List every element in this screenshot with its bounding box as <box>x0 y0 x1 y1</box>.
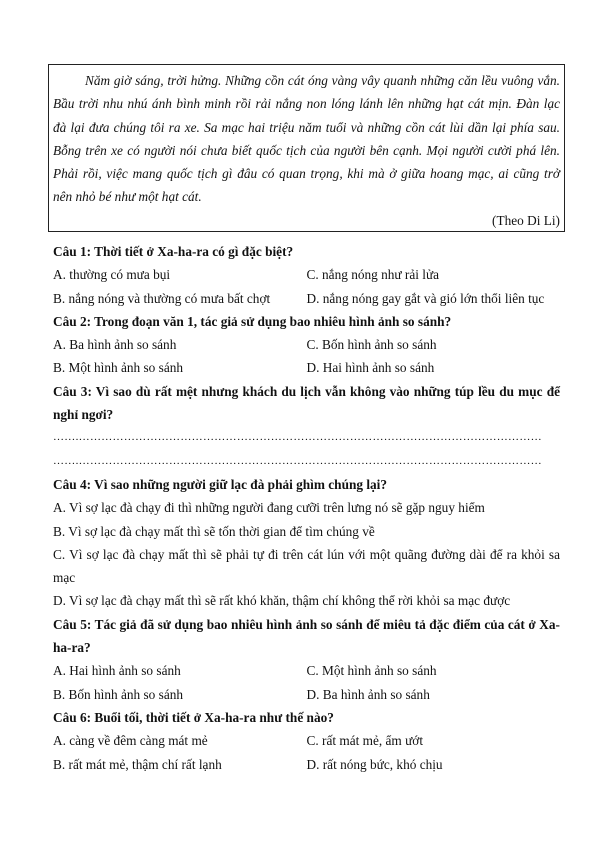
option-b: B. rất mát mẻ, thậm chí rất lạnh <box>53 756 222 772</box>
options-row <box>53 263 560 286</box>
question-6: Câu 6: Buổi tối, thời tiết ở Xa-ha-ra như thế nào? <box>53 709 334 725</box>
option-c: C. rất mát mẻ, ẩm ướt <box>306 733 424 749</box>
option-a: A. Hai hình ảnh so sánh <box>53 663 181 679</box>
option-d: D. nắng nóng gay gắt và gió lớn thổi liên tục <box>306 290 545 306</box>
options-row <box>53 287 560 310</box>
passage-line: đà lại đưa chúng tôi ra xe. Sa mạc hai triệu năm tuổi và những cồn cát lùi dần lại phía sau. <box>53 119 560 135</box>
option-b: B. nắng nóng và thường có mưa bất chợt <box>53 290 271 306</box>
passage-source: (Theo Di Li) <box>492 212 560 228</box>
question-1: Câu 1: Thời tiết ở Xa-ha-ra có gì đặc biệt? <box>53 244 294 259</box>
option-c: C. Bốn hình ảnh so sánh <box>306 337 437 353</box>
option-a: A. Vì sợ lạc đà chạy đi thì những người đang cưỡi trên lưng nó sẽ gặp nguy hiểm <box>53 500 485 516</box>
option-b: B. Một hình ảnh so sánh <box>53 360 184 376</box>
question-4: Câu 4: Vì sao những người giữ lạc đà phải ghìm chúng lại? <box>53 476 388 492</box>
passage-line: nên nhỏ bé như một hạt cát. <box>53 189 202 205</box>
questions <box>53 240 560 776</box>
option-a: A. càng về đêm càng mát mẻ <box>53 733 208 749</box>
passage-line: Bỗng trên xe có người nói chưa biết quốc tịch của người bên cạnh. Mọi người cười phá lên. <box>53 142 560 158</box>
question-2: Câu 2: Trong đoạn văn 1, tác giả sử dụng bao nhiêu hình ảnh so sánh? <box>53 313 452 329</box>
reading-passage-box <box>48 64 565 232</box>
option-c: C. Một hình ảnh so sánh <box>306 663 437 679</box>
option-b: B. Bốn hình ảnh so sánh <box>53 686 184 702</box>
option-d: D. Ba hình ảnh so sánh <box>306 686 430 702</box>
option-c: C. nắng nóng như rải lửa <box>306 267 440 283</box>
options-row <box>53 333 560 356</box>
options-row <box>53 659 560 682</box>
options-row <box>53 356 560 379</box>
option-d: D. Vì sợ lạc đà chạy mất thì sẽ rất khó khăn, thậm chí không thể rời khỏi sa mạc được <box>53 593 511 609</box>
passage-line: Năm giờ sáng, trời hửng. Những cồn cát óng vàng vây quanh những căn lều vuông vắn. <box>85 73 560 88</box>
passage-line: Phải rồi, việc mang quốc tịch gì đâu có quan trọng, khi mà ở giữa hoang mạc, ai cũng trở <box>53 166 560 182</box>
option-c: C. Vì sợ lạc đà chạy mất thì sẽ phải tự đi trên cát lún với một quãng đường dài để ra khỏi sa mạc <box>53 546 560 586</box>
question-5: Câu 5: Tác giả đã sử dụng bao nhiêu hình ảnh so sánh để miêu tả đặc điểm của cát ở Xa-ha-ra? <box>53 616 560 656</box>
passage-line: Bầu trời nhu nhú ánh bình minh rồi rải nắng non lóng lánh lên những hạt cát mịn. Đàn lạc <box>53 96 560 112</box>
option-d: D. Hai hình ảnh so sánh <box>306 360 435 376</box>
option-d: D. rất nóng bức, khó chịu <box>306 756 443 772</box>
option-a: A. thường có mưa bụi <box>53 267 171 283</box>
answer-line[interactable]: …….…………………………………………………………………………………………………………… <box>53 454 542 467</box>
answer-line[interactable]: …….…………………………………………………………………………………………………………… <box>53 431 542 444</box>
options-row <box>53 729 560 752</box>
question-3: Câu 3: Vì sao dù rất mệt nhưng khách du lịch vẫn không vào những túp lều du mục để nghỉ ngơi? <box>53 383 560 423</box>
options-row <box>53 753 560 776</box>
options-row <box>53 683 560 706</box>
option-b: B. Vì sợ lạc đà chạy mất thì sẽ tốn thời gian để tìm chúng về <box>53 523 375 539</box>
option-a: A. Ba hình ảnh so sánh <box>53 337 177 353</box>
